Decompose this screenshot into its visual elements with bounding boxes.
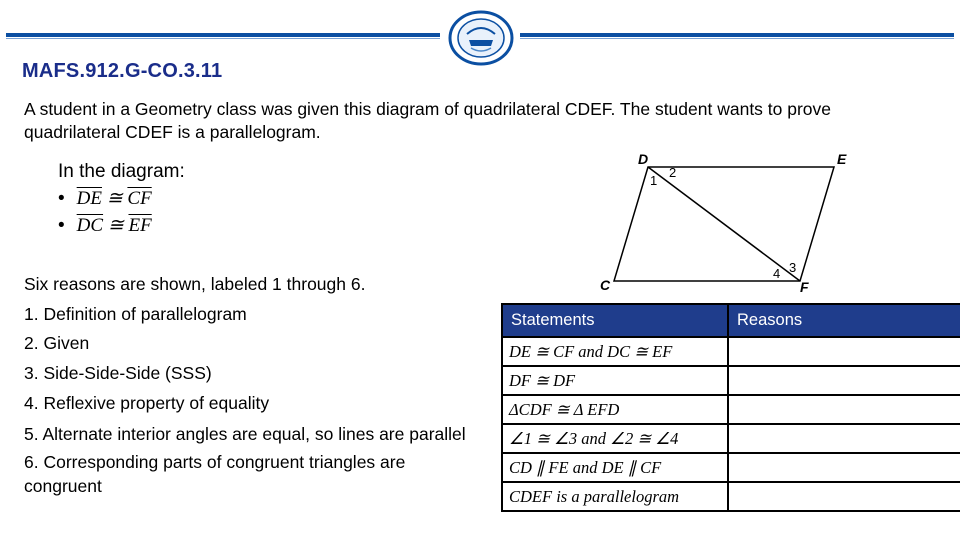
vertex-label-e: E: [837, 151, 847, 167]
reason-cell[interactable]: [728, 366, 960, 395]
table-row: [502, 337, 960, 366]
table-row: [502, 395, 960, 424]
reason-item: 3. Side-Side-Side (SSS): [24, 363, 212, 384]
statement-cell: DE ≅ CF and DC ≅ EF: [502, 337, 728, 366]
reason-item: 4. Reflexive property of equality: [24, 392, 270, 413]
diagonal-df: [648, 167, 800, 281]
school-seal-logo: [447, 10, 515, 66]
vertex-label-c: C: [600, 277, 611, 293]
reason-cell[interactable]: [728, 453, 960, 482]
reason-cell[interactable]: [728, 337, 960, 366]
table-row: [502, 366, 960, 395]
reason-item: 2. Given: [24, 333, 90, 354]
angle-label-4: 4: [773, 266, 781, 281]
angle-label-2: 2: [669, 165, 677, 180]
reason-item: 5. Alternate interior angles are equal, so lines are parallel: [24, 423, 466, 444]
statement-cell: DF ≅ DF: [502, 366, 728, 395]
statement-cell: CD ∥ FE and DE ∥ CF: [502, 453, 728, 482]
reasons-list: [24, 270, 474, 498]
reason-cell[interactable]: [728, 482, 960, 511]
reasons-intro: Six reasons are shown, labeled 1 through 6.: [24, 274, 366, 294]
given-bullet-2: • $\overline{DC}$ ≅ $\overline{EF}$: [58, 215, 152, 236]
vertex-label-f: F: [800, 279, 809, 295]
reasons-column-header: Reasons: [728, 304, 960, 337]
statement-cell: ΔCDF ≅ Δ EFD: [502, 395, 728, 424]
statements-column-header: Statements: [502, 304, 728, 337]
header-rule-left: [6, 33, 440, 37]
reason-item: 1. Definition of parallelogram: [24, 303, 247, 324]
proof-table: [501, 303, 960, 512]
quadrilateral-diagram: [590, 148, 860, 296]
standard-code-title: MAFS.912.G-CO.3.11: [22, 60, 223, 82]
angle-label-3: 3: [789, 260, 797, 275]
diagram-heading: In the diagram:: [58, 161, 185, 182]
table-header-row: [502, 304, 960, 337]
reason-item: 6. Corresponding parts of congruent triangles are congruent: [24, 451, 406, 496]
reason-cell[interactable]: [728, 424, 960, 453]
table-row: [502, 482, 960, 511]
table-row: [502, 453, 960, 482]
vertex-label-d: D: [638, 151, 649, 167]
given-bullet-1: • $\overline{DE}$ ≅ $\overline{CF}$: [58, 188, 152, 209]
statement-cell: ∠1 ≅ ∠3 and ∠2 ≅ ∠4: [502, 424, 728, 453]
reason-cell[interactable]: [728, 395, 960, 424]
problem-intro: A student in a Geometry class was given this diagram of quadrilateral CDEF. The student wants to prove quadrilateral CDEF is a parallelogram.: [24, 99, 832, 142]
angle-label-1: 1: [650, 173, 658, 188]
statement-cell: CDEF is a parallelogram: [502, 482, 728, 511]
table-row: [502, 424, 960, 453]
header-rule-right: [520, 33, 954, 37]
